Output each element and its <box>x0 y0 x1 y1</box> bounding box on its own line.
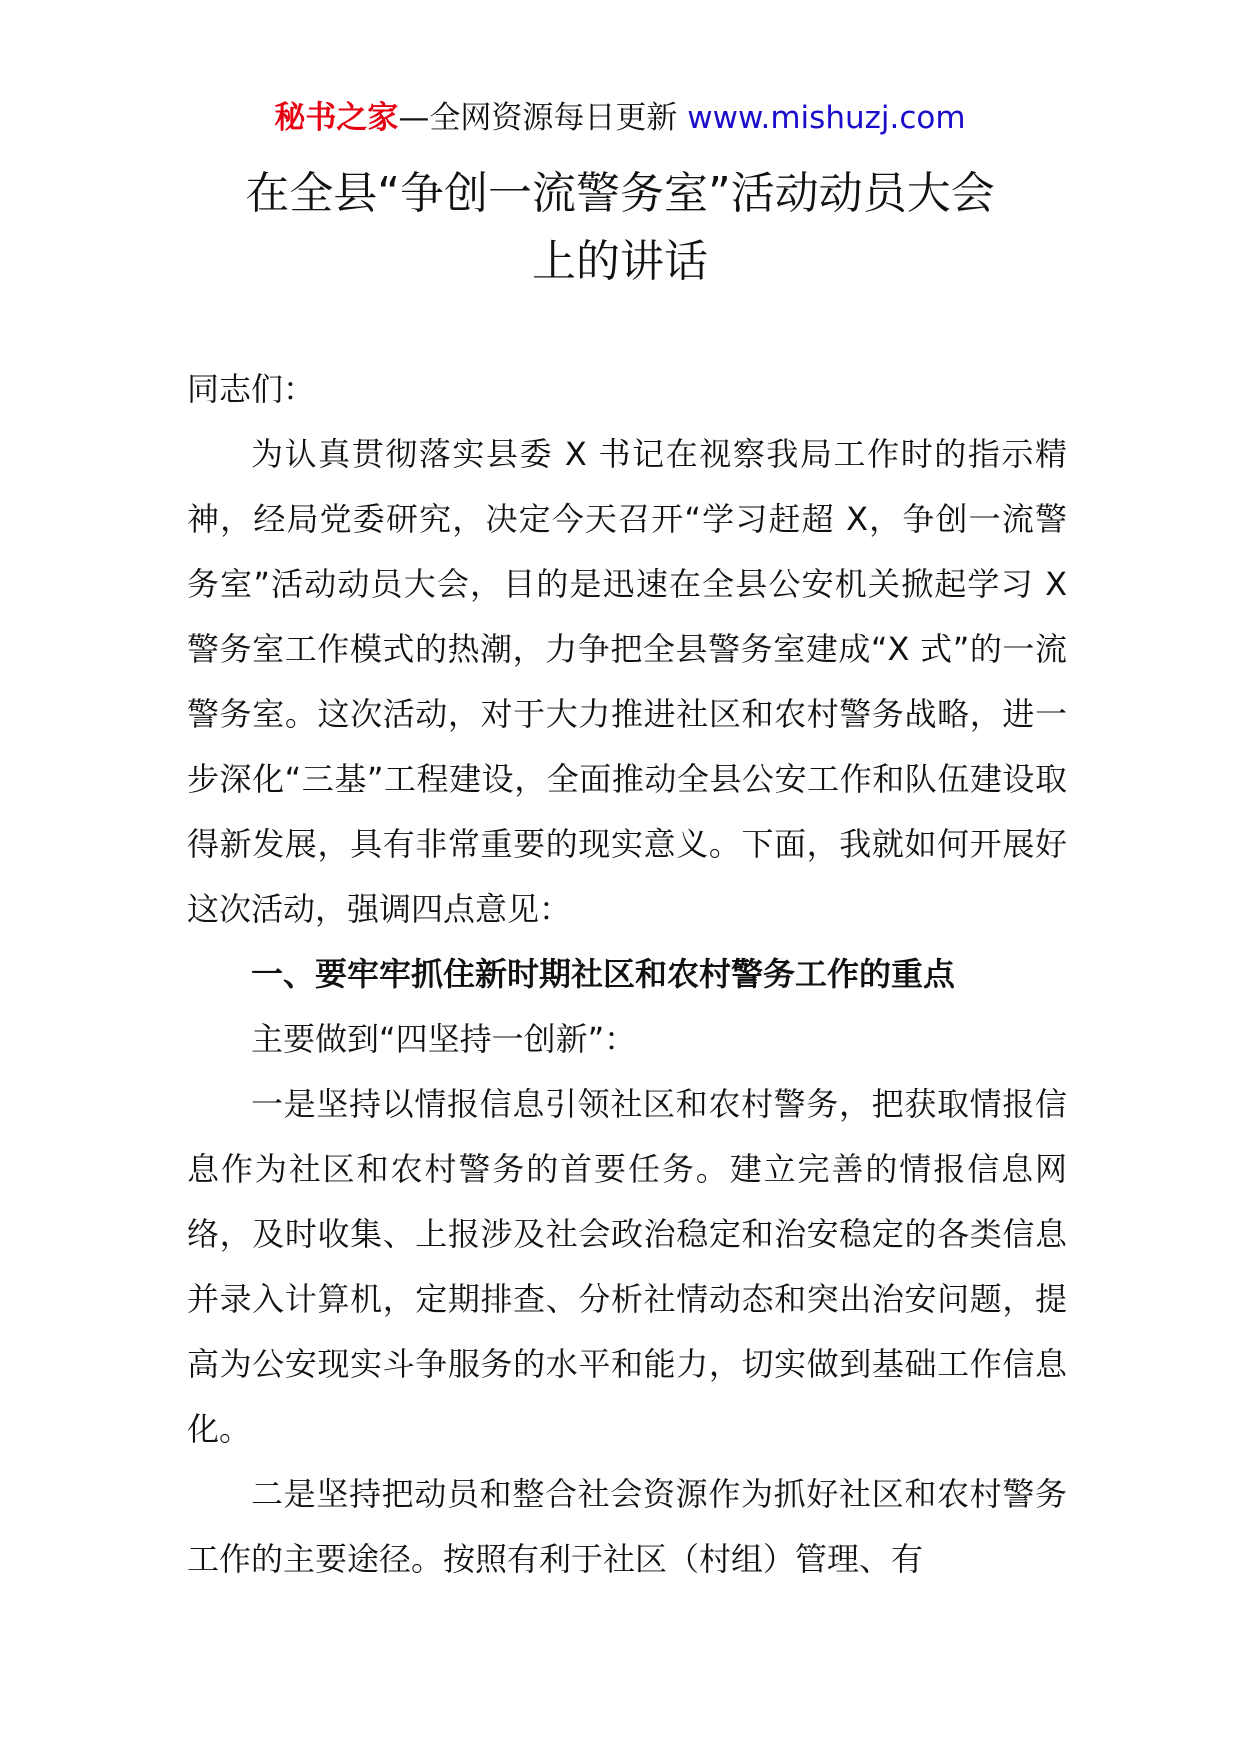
document-body <box>187 357 1067 1592</box>
paragraph-intro: 为认真贯彻落实县委 X 书记在视察我局工作时的指示精神，经局党委研究，决定今天召开“学习赶超 X，争创一流警务室”活动动员大会，目的是迅速在全县公安机关掀起学习 X 警务室工作模式的热潮，力争把全县警务室建成“X 式”的一流警务室。这次活动，对于大力推进社区和农村警务战略，进一步深化“三基”工程建设，全面推动全县公安工作和队伍建设取得新发展，具有非常重要的现实意义。下面，我就如何开展好这次活动，强调四点意见： <box>187 435 1067 928</box>
site-url-link[interactable]: www.mishuzj.com <box>687 100 966 136</box>
header-tagline: —全网资源每日更新 <box>398 100 678 136</box>
paragraph-point-2: 二是坚持把动员和整合社会资源作为抓好社区和农村警务工作的主要途径。按照有利于社区（村组）管理、有 <box>187 1475 1067 1578</box>
section-heading: 一、要牢牢抓住新时期社区和农村警务工作的重点 <box>251 955 956 993</box>
paragraph-point-1: 一是坚持以情报信息引领社区和农村警务，把获取情报信息作为社区和农村警务的首要任务。建立完善的情报信息网络，及时收集、上报涉及社会政治稳定和治安稳定的各类信息并录入计算机，定期排查、分析社情动态和突出治安问题，提高为公安现实斗争服务的水平和能力，切实做到基础工作信息化。 <box>187 1085 1067 1448</box>
salutation: 同志们： <box>187 370 316 408</box>
document-title <box>180 160 1060 296</box>
site-header <box>0 98 1240 138</box>
paragraph-summary: 主要做到“四坚持一创新”： <box>251 1020 637 1058</box>
brand-name: 秘书之家 <box>274 100 399 136</box>
title-line-1: 在全县“争创一流警务室”活动动员大会 <box>245 168 995 219</box>
title-line-2: 上的讲话 <box>532 236 708 287</box>
